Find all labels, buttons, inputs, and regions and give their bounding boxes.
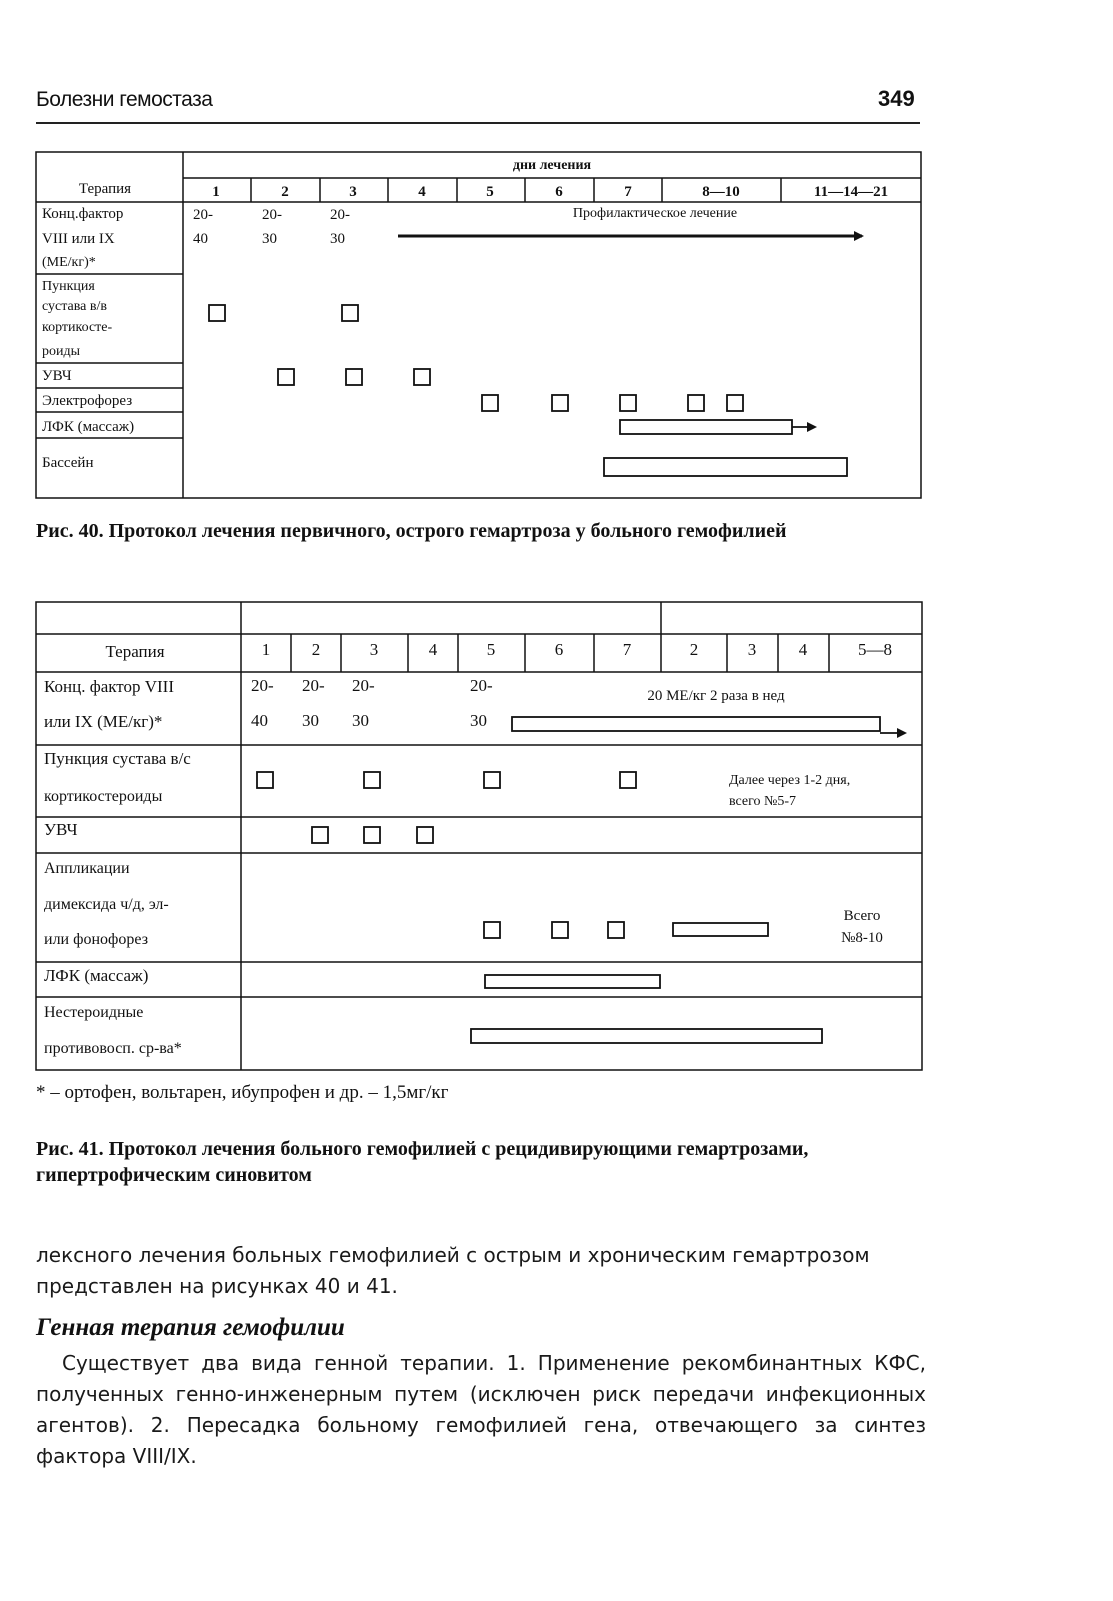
table41-day: 6 [554,640,564,659]
table41-day: 4 [428,640,438,659]
table41-day: 2 [311,640,321,659]
table40-row-label: ЛФК (массаж) [42,419,135,435]
table40-row-label: VIII или IX [42,231,115,247]
table41-dose: 20- [251,676,274,695]
table40-procedure-box [414,369,430,385]
table41-row-label: Пункция сустава в/с [44,749,191,768]
table41-dose: 30 [352,711,369,730]
table40-row-label: Электрофорез [42,393,133,409]
table40-procedure-box [552,395,568,411]
table40-row-label: Бассейн [42,455,94,471]
table41-procedure-box [620,772,636,788]
table41-puncture-note: Далее через 1-2 дня, [729,773,851,788]
table41-procedure-box [552,922,568,938]
table41-weekly-label: 20 МЕ/кг 2 раза в нед [647,688,785,704]
table40-prophylaxis-label: Профилактическое лечение [572,206,738,221]
table41-footnote: * – ортофен, вольтарен, ибупрофен и др. – 1,5мг/кг [36,1082,449,1103]
table41-procedure-box [484,922,500,938]
page-number: 349 [878,86,915,111]
table41-row-label: или IX (МЕ/кг)* [44,712,163,731]
table41-dose: 20- [302,676,325,695]
table41-row-label: Аппликации [44,860,130,877]
table41-day: 1 [261,640,271,659]
table40-row-label: Пункция [42,279,95,294]
table41-row-label: УВЧ [44,820,78,839]
table41-procedure-box [417,827,433,843]
table40-procedure-box [278,369,294,385]
table40-day: 1 [212,184,220,200]
table41-row-label: димексида ч/д, эл- [44,896,169,913]
table40-procedure-box [620,395,636,411]
table40-procedure-box [342,305,358,321]
table41-factor-bar [512,717,880,731]
table41-procedure-box [364,827,380,843]
table41-nsaid-bar [471,1029,822,1043]
table41-procedure-box [312,827,328,843]
table40-day: 3 [349,184,357,200]
table40-day: 5 [486,184,494,200]
table40-dose: 40 [193,231,208,247]
table41-lfk-bar [485,975,660,988]
table40-day: 11—14—21 [813,184,889,200]
gene-therapy-text: Существует два вида генной терапии. 1. Применение рекомбинантных КФС, полученных генно-инженерным путем (исключен риск передачи инфекционных агентов). 2. Пересадка больному гемофилией гена, отвечающего за синтез фактора VIII/IX. [36,1351,926,1468]
table41-puncture-note: всего №5-7 [729,794,797,809]
table40-row-label: (МЕ/кг)* [42,255,96,270]
table41-dimexide-bar [673,923,768,936]
table-fig40 [36,152,921,498]
table40-day: 7 [624,184,632,200]
figure-41-caption: Рис. 41. Протокол лечения больного гемофилией с рецидивирующими гемартрозами, гипертрофическим синовитом [36,1138,809,1186]
table40-procedure-box [688,395,704,411]
section-heading: Генная терапия гемофилии [36,1314,345,1341]
table40-row-label: сустава в/в [42,299,107,314]
table40-lfk-bar [620,420,792,434]
table40-row-label: УВЧ [42,368,72,384]
table41-row-label: противовосп. ср-ва* [44,1040,182,1057]
table40-row-label: Конц.фактор [42,206,124,222]
table41-row-label: Нестероидные [44,1004,144,1021]
table41-row-label: кортикостероиды [44,788,163,805]
table41-dimexide-note: Всего [843,908,881,924]
table41-day: 2 [689,640,699,659]
table41-procedure-box [608,922,624,938]
table40-day: 4 [418,184,426,200]
table40-dose: 30 [262,231,277,247]
running-title: Болезни гемостаза [36,88,213,111]
table41-therapy-header: Терапия [105,642,165,661]
table40-day: 2 [281,184,289,200]
table40-dose: 20- [193,207,213,223]
table-fig41 [36,602,922,1070]
table40-dose: 20- [330,207,350,223]
table41-dose: 20- [352,676,375,695]
table41-row-label: ЛФК (массаж) [44,966,149,985]
table40-dose: 20- [262,207,282,223]
table41-dose: 40 [251,711,268,730]
table41-procedure-box [484,772,500,788]
table40-row-label: кортикосте- [42,320,113,335]
table41-dimexide-note: №8-10 [841,930,883,946]
figure-40-caption: Рис. 40. Протокол лечения первичного, острого гемартроза у больного гемофилией [36,520,787,542]
table40-day: 8—10 [702,184,740,200]
table41-procedure-box [257,772,273,788]
table41-row-label: Конц. фактор VIII [44,677,174,696]
table40-group-header: дни лечения [512,158,592,173]
table40-procedure-box [346,369,362,385]
table40-border [36,152,921,498]
table40-procedure-box [482,395,498,411]
table41-day: 3 [369,640,379,659]
table41-day: 4 [798,640,808,659]
table41-dose: 30 [302,711,319,730]
table41-procedure-box [364,772,380,788]
table40-pool-bar [604,458,847,476]
table41-day: 5 [486,640,496,659]
table40-therapy-header: Терапия [78,181,132,197]
table40-day: 6 [555,184,563,200]
table40-procedure-box [209,305,225,321]
table41-dose: 30 [470,711,487,730]
table40-row-label: роиды [42,344,81,359]
body-paragraph-gene-therapy [36,1348,926,1472]
table41-day: 7 [622,640,632,659]
table41-dose: 20- [470,676,493,695]
table40-procedure-box [727,395,743,411]
table40-dose: 30 [330,231,345,247]
body-paragraph: лексного лечения больных гемофилией с острым и хроническим гемартрозом представлен на рисунках 40 и 41. [36,1243,870,1298]
table41-day: 3 [747,640,757,659]
table41-day: 5—8 [858,640,892,659]
table41-row-label: или фонофорез [44,931,149,948]
